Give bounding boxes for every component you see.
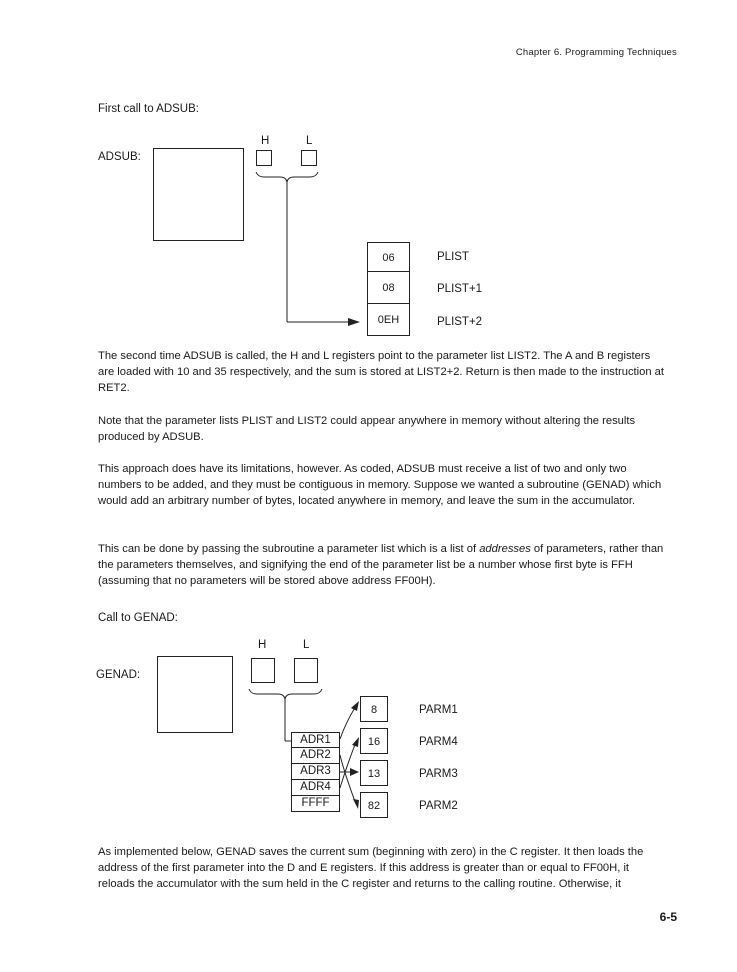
first-call-heading: First call to ADSUB: [98,103,199,115]
adsub-label: ADSUB: [98,151,141,163]
h-register-label: H [261,135,270,147]
plist-plus-2-label: PLIST+2 [437,316,483,328]
paragraph-parameter-lists: Note that the parameter lists PLIST and LIST2 could appear anywhere in memory without altering the results produced by ADSUB. [98,415,636,444]
param-value-cell-2: 13 [360,760,388,786]
l-register-label: L [306,135,313,147]
plist-plus-1-label: PLIST+1 [437,283,483,295]
plist-cell-0: 06 [367,242,410,272]
param-value-cell-3: 82 [360,792,388,818]
address-cell-1: ADR2 [291,748,340,764]
parm4-label: PARM4 [419,736,458,748]
paragraph-address-list: This can be done by passing the subroutine a parameter list which is a list of addresses of parameters, rather than the parameters themselves, and signifying the end of the parameter list be a number whose first byte is FFH (assuming that no parameters will be stored above address FF00H). [98,543,664,588]
address-cell-0: ADR1 [291,732,340,748]
genad-label: GENAD: [96,669,141,681]
paragraph-genad-implementation: As implemented below, GENAD saves the current sum (beginning with zero) in the C register. It then loads the address of the first parameter into the D and E registers. If this address is greater than or equal to FF00H, it reloads the accumulator with the sum held in the C register and returns to the calling routine. Otherwise, it [98,846,644,891]
param-value-cell-1: 16 [360,728,388,754]
address-cell-2: ADR3 [291,764,340,780]
paragraph-second-call: The second time ADSUB is called, the H and L registers point to the parameter list LIST2. The A and B registers are loaded with 10 and 35 respectively, and the sum is stored at LIST2+2. Return is then made to the instruction at RET2. [98,350,665,395]
parm3-label: PARM3 [419,768,458,780]
running-header: Chapter 6. Programming Techniques [515,47,677,58]
paragraph-limitations: This approach does have its limitations, however. As coded, ADSUB must receive a list of two and only two numbers to be added, and they must be contiguous in memory. Suppose we wanted a subroutine (GENAD) which would add an arbitrary number of bytes, located anywhere in memory, and leave the sum in the accumulator. [98,463,662,508]
l-register-label-2: L [303,639,310,651]
plist-label: PLIST [437,251,469,263]
parm2-label: PARM2 [419,800,458,812]
parm1-label: PARM1 [419,704,458,716]
plist-cell-1: 08 [367,272,410,304]
page-number: 6-5 [659,910,677,924]
call-genad-heading: Call to GENAD: [98,612,178,624]
h-register-label-2: H [258,639,267,651]
address-cell-3: ADR4 [291,780,340,796]
plist-cell-2: 0EH [367,304,410,336]
address-cell-4: FFFF [291,796,340,812]
param-value-cell-0: 8 [360,696,388,722]
